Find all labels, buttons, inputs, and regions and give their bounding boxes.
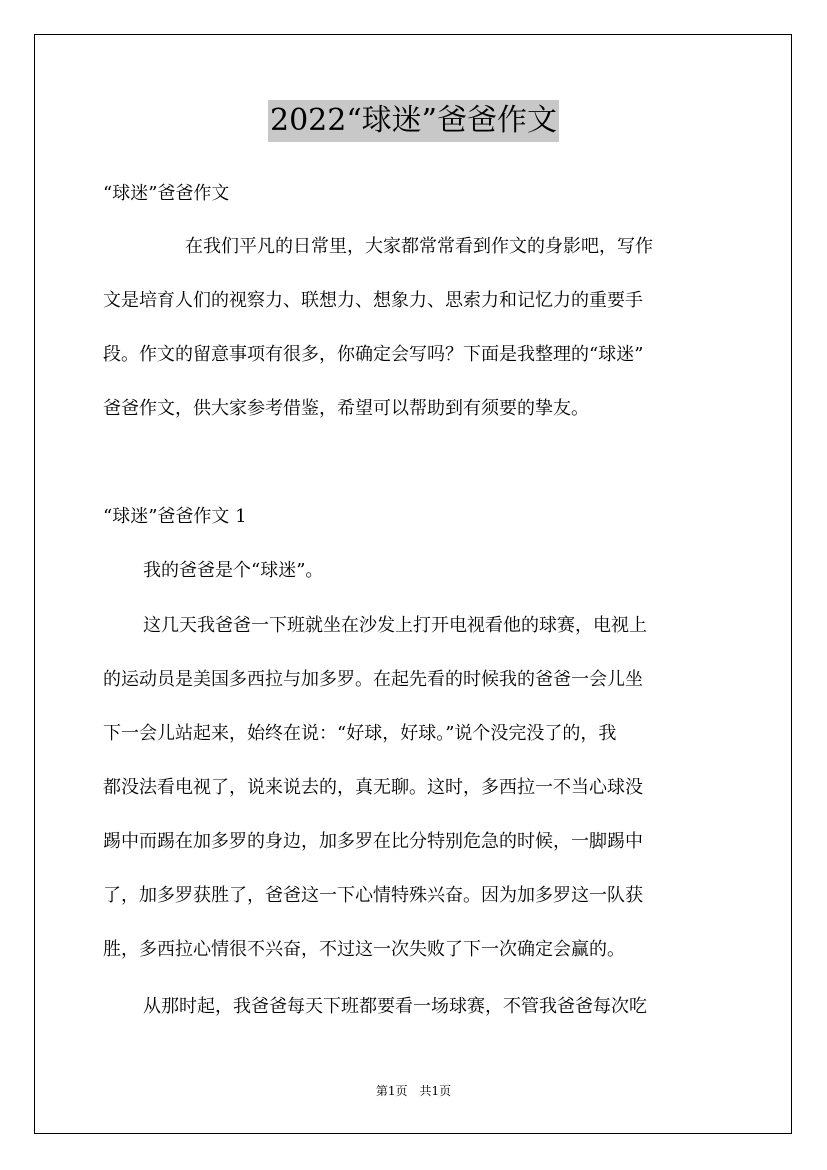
subtitle: “球迷”爸爸作文: [103, 183, 230, 204]
page-footer: 第1页 共1页: [375, 1084, 452, 1098]
body-line: 都没法看电视了，说来说去的，真无聊。这时，多西拉一不当心球没: [103, 777, 643, 798]
body-line: 下一会儿站起来，始终在说：“好球，好球。”说个没完没了的，我: [103, 723, 617, 744]
intro-line: 在我们平凡的日常里，大家都常常看到作文的身影吧，写作: [185, 236, 653, 257]
body-line: 踢中而踢在加多罗的身边，加多罗在比分特别危急的时候，一脚踢中: [103, 831, 643, 852]
body-line: 的运动员是美国多西拉与加多罗。在起先看的时候我的爸爸一会儿坐: [103, 669, 643, 690]
body-line: 胜，多西拉心情很不兴奋，不过这一次失败了下一次确定会赢的。: [103, 939, 625, 960]
body-line: 我的爸爸是个“球迷”。: [143, 560, 324, 581]
document-title: 2022“球迷”爸爸作文: [268, 100, 559, 142]
body-line: 这几天我爸爸一下班就坐在沙发上打开电视看他的球赛，电视上: [143, 615, 647, 636]
title-container: [0, 100, 827, 142]
intro-line: 文是培育人们的视察力、联想力、想象力、思索力和记忆力的重要手: [103, 290, 643, 311]
body-line: 了，加多罗获胜了，爸爸这一下心情特殊兴奋。因为加多罗这一队获: [103, 885, 643, 906]
section-heading: “球迷”爸爸作文 1: [103, 506, 247, 527]
intro-line: 段。作文的留意事项有很多，你确定会写吗？下面是我整理的“球迷”: [103, 344, 644, 365]
intro-line: 爸爸作文，供大家参考借鉴，希望可以帮助到有须要的挚友。: [103, 398, 589, 419]
body-line: 从那时起，我爸爸每天下班都要看一场球赛，不管我爸爸每次吃: [143, 996, 647, 1017]
